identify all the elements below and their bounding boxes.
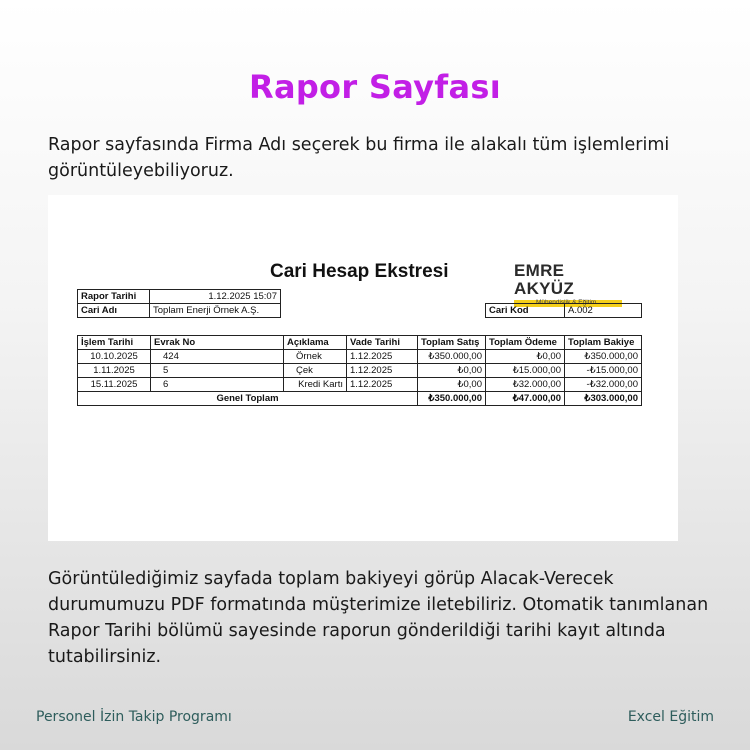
cell-toplam-satis: ₺0,00 [418, 378, 486, 392]
cell-islem-tarihi: 15.11.2025 [78, 378, 151, 392]
cell-evrak-no: 5 [151, 364, 284, 378]
footer-program-name: Personel İzin Takip Programı [36, 709, 232, 725]
cari-kod-table [485, 303, 642, 318]
brand-logo [514, 262, 624, 307]
logo-name: EMRE AKYÜZ [514, 261, 575, 298]
cell-islem-tarihi: 1.11.2025 [78, 364, 151, 378]
cell-toplam-odeme: ₺32.000,00 [486, 378, 565, 392]
report-screenshot [48, 195, 678, 541]
header-islem-tarihi: İşlem Tarihi [78, 336, 151, 350]
cari-adi-row [78, 304, 281, 318]
cell-toplam-odeme: ₺0,00 [486, 350, 565, 364]
transactions-table [77, 335, 642, 406]
rapor-tarihi-row [78, 290, 281, 304]
header-toplam-satis: Toplam Satış [418, 336, 486, 350]
cell-toplam-bakiye: -₺15.000,00 [565, 364, 642, 378]
total-bakiye: ₺303.000,00 [565, 392, 642, 406]
cell-toplam-bakiye: -₺32.000,00 [565, 378, 642, 392]
total-row [78, 392, 642, 406]
footer-brand: Excel Eğitim [627, 709, 714, 725]
cari-kod-value: A.002 [565, 304, 642, 318]
total-satis: ₺350.000,00 [418, 392, 486, 406]
cell-vade-tarihi: 1.12.2025 [347, 364, 418, 378]
cell-toplam-odeme: ₺15.000,00 [486, 364, 565, 378]
cell-vade-tarihi: 1.12.2025 [347, 350, 418, 364]
report-info-table [77, 289, 281, 318]
logo-subtitle: Mühendislik & Eğitim [536, 299, 597, 306]
table-row [78, 364, 642, 378]
page-title: Rapor Sayfası [249, 68, 501, 106]
intro-text: Rapor sayfasında Firma Adı seçerek bu firma ile alakalı tüm işlemlerimi görüntüleyebiliyoruz. [48, 135, 670, 181]
header-aciklama: Açıklama [284, 336, 347, 350]
cari-kod-label: Cari Kod [486, 304, 565, 318]
outro-text: Görüntülediğimiz sayfada toplam bakiyeyi görüp Alacak-Verecek durumumuzu PDF formatında müşterimize iletebiliriz. Otomatik tanımlanan Rapor Tarihi bölümü sayesinde raporun gönderildiği tarihi kayıt altında tutabilirsiniz. [48, 569, 709, 667]
cell-islem-tarihi: 10.10.2025 [78, 350, 151, 364]
cari-adi-label: Cari Adı [78, 304, 150, 318]
total-label: Genel Toplam [78, 392, 418, 406]
cell-vade-tarihi: 1.12.2025 [347, 378, 418, 392]
header-vade-tarihi: Vade Tarihi [347, 336, 418, 350]
cell-toplam-bakiye: ₺350.000,00 [565, 350, 642, 364]
rapor-tarihi-value: 1.12.2025 15:07 [150, 290, 281, 304]
table-row [78, 378, 642, 392]
header-toplam-bakiye: Toplam Bakiye [565, 336, 642, 350]
sheet-title: Cari Hesap Ekstresi [270, 261, 449, 282]
total-odeme: ₺47.000,00 [486, 392, 565, 406]
table-header-row [78, 336, 642, 350]
header-evrak-no: Evrak No [151, 336, 284, 350]
cell-toplam-satis: ₺0,00 [418, 364, 486, 378]
cell-aciklama: Kredi Kartı [284, 378, 347, 392]
cell-toplam-satis: ₺350.000,00 [418, 350, 486, 364]
table-row [78, 350, 642, 364]
cell-aciklama: Çek [284, 364, 347, 378]
cell-evrak-no: 6 [151, 378, 284, 392]
cari-adi-value: Toplam Enerji Örnek A.Ş. [150, 304, 281, 318]
cell-evrak-no: 424 [151, 350, 284, 364]
cell-aciklama: Örnek [284, 350, 347, 364]
header-toplam-odeme: Toplam Ödeme [486, 336, 565, 350]
rapor-tarihi-label: Rapor Tarihi [78, 290, 150, 304]
